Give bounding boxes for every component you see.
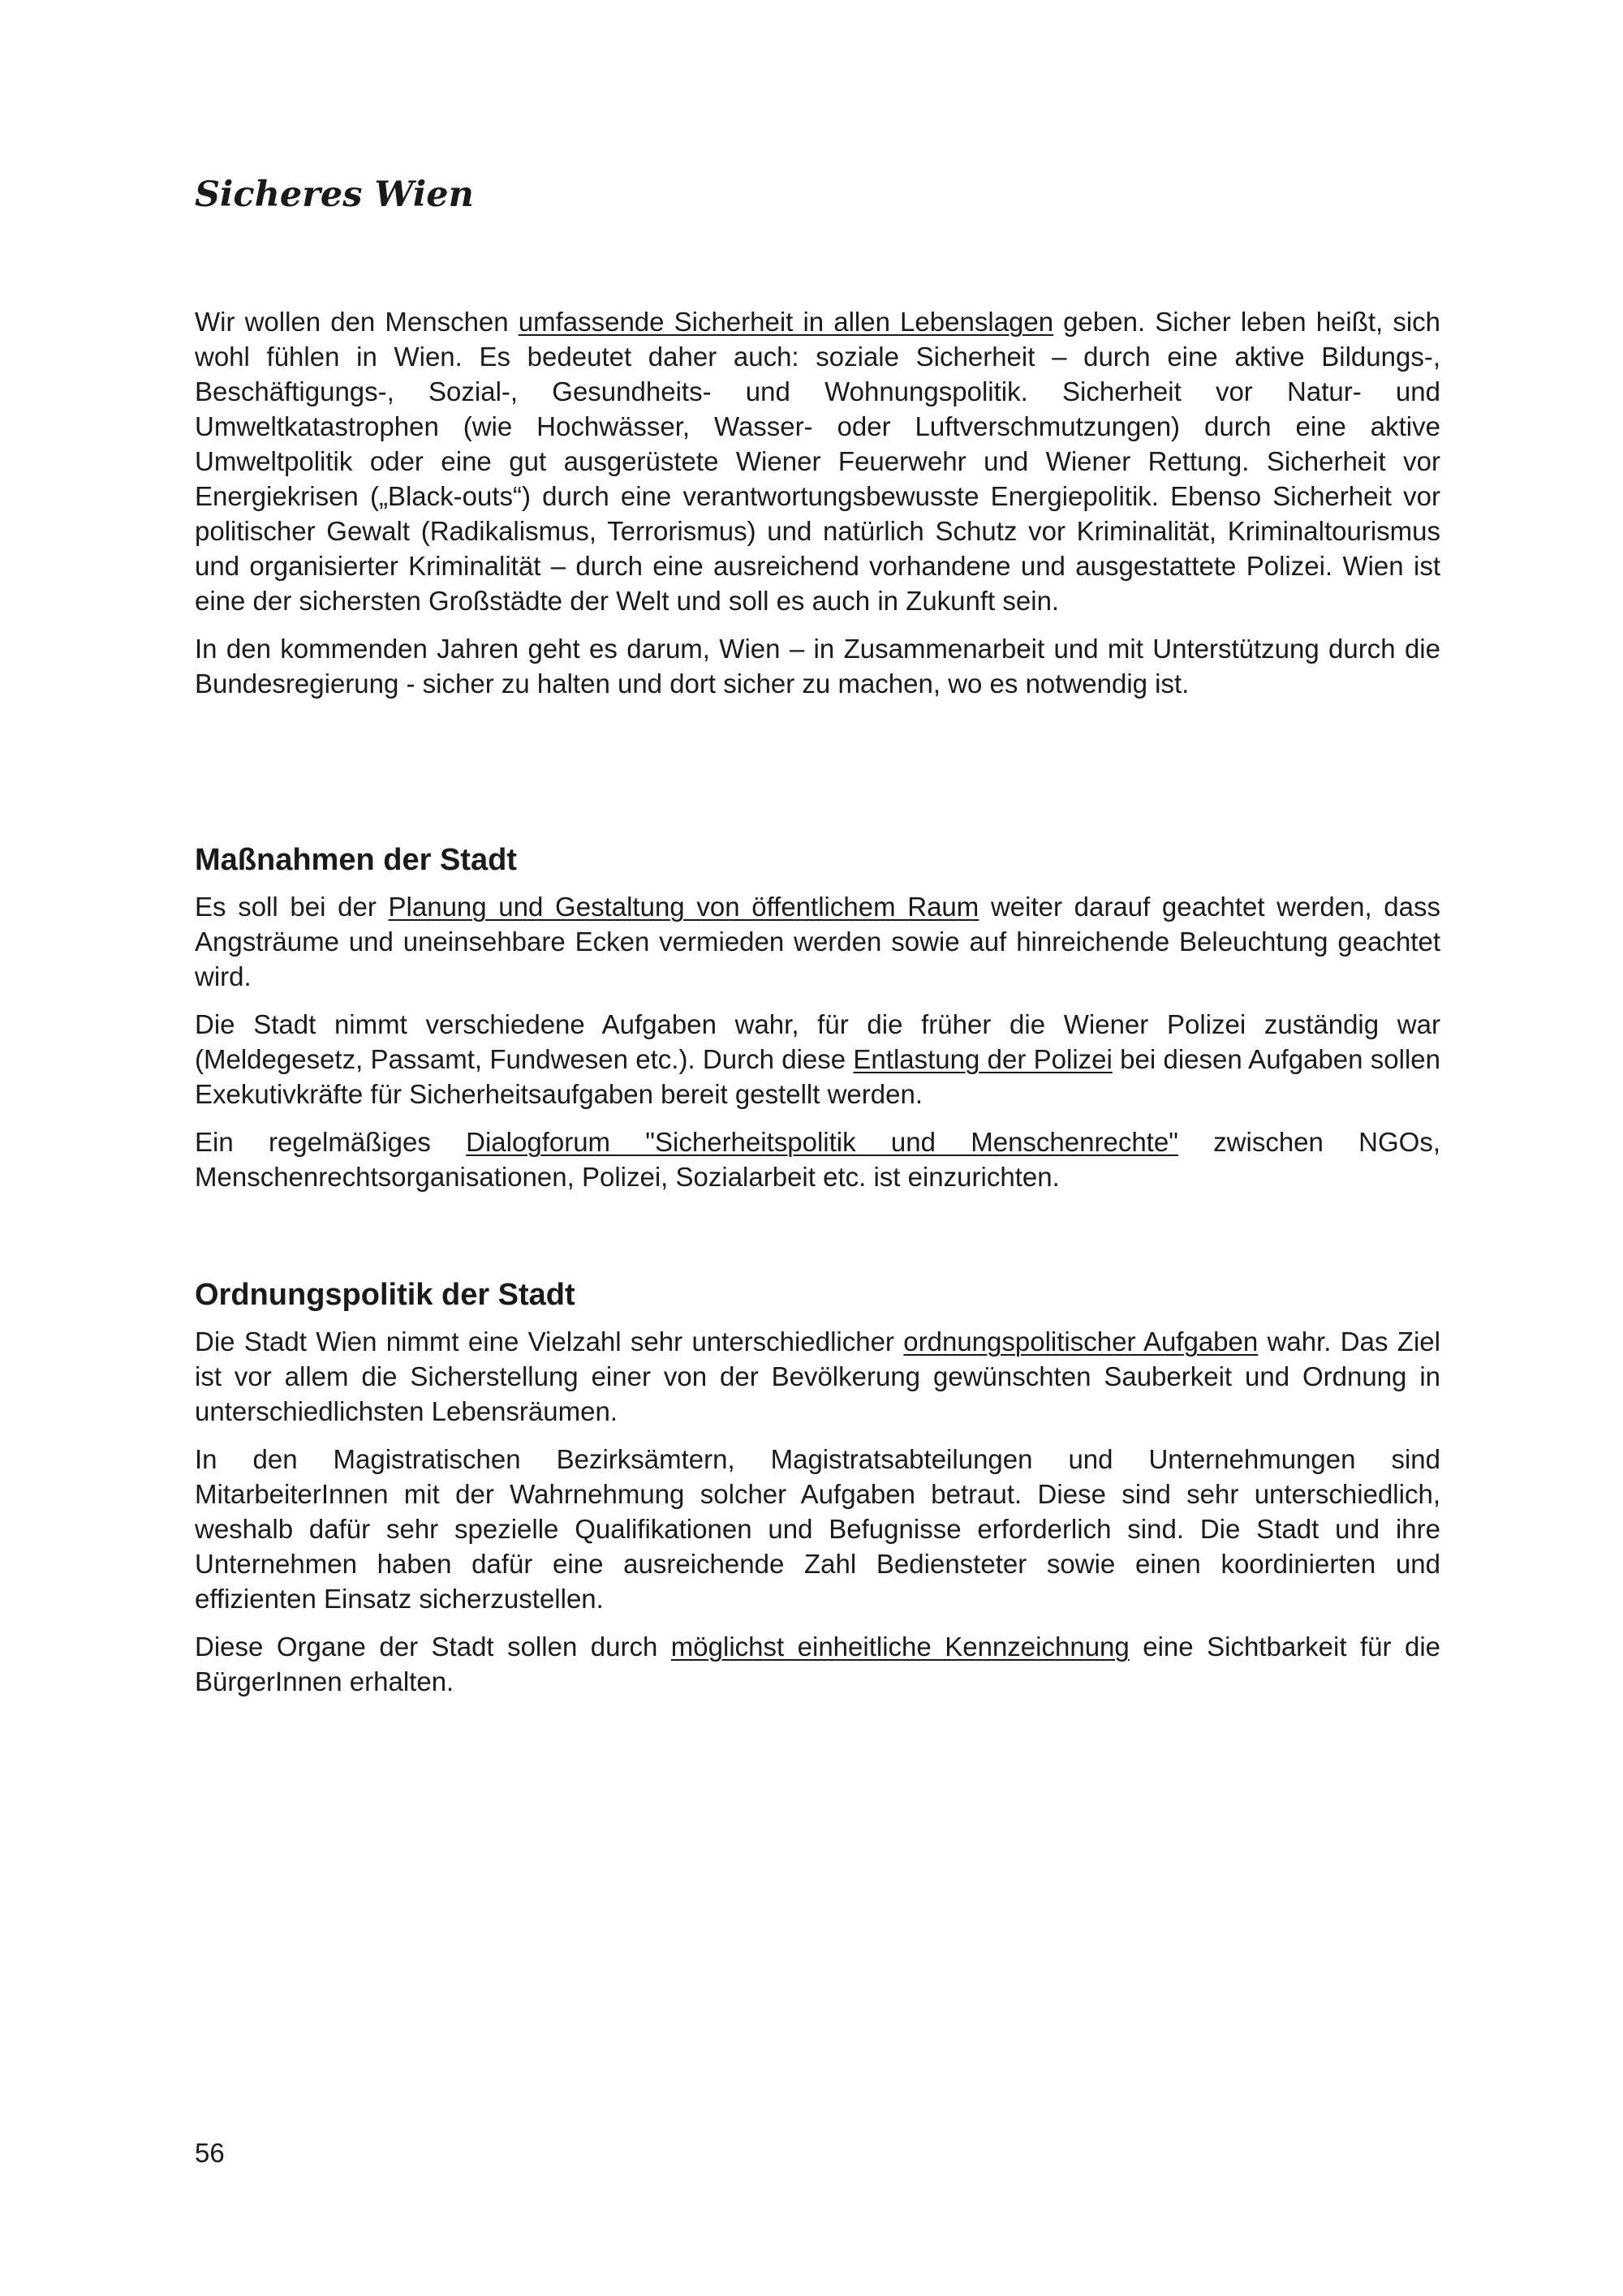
massnahmen-p3-underlined: Dialogforum "Sicherheitspolitik und Menschenrechte" [466, 1127, 1178, 1157]
intro-paragraph-1 [195, 304, 1440, 618]
ordnung-paragraph-1 [195, 1324, 1440, 1429]
page-number: 56 [195, 2138, 225, 2168]
intro-p1-text-a: Wir wollen den Menschen [195, 307, 519, 337]
intro-paragraph-2: In den kommenden Jahren geht es darum, Wien – in Zusammenarbeit und mit Unterstützung durch die Bundesregierung - sicher zu halten und dort sicher zu machen, wo es notwendig ist. [195, 634, 1440, 699]
section-heading-massnahmen: Maßnahmen der Stadt [195, 843, 517, 877]
ordnung-p3-text-b: eine Sichtbarkeit für die BürgerInnen erhalten. [195, 1632, 1440, 1696]
massnahmen-p2-text-b: bei diesen Aufgaben sollen Exekutivkräfte für Sicherheitsaufgaben bereit gestellt werden. [195, 1044, 1440, 1109]
massnahmen-p3-text-a: Ein regelmäßiges [195, 1127, 467, 1157]
massnahmen-paragraph-1 [195, 889, 1440, 994]
ordnung-p1-underlined: ordnungspolitischer Aufgaben [903, 1326, 1259, 1357]
ordnung-p1-text-b: wahr. Das Ziel ist vor allem die Sicherstellung einer von der Bevölkerung gewünschten Sauberkeit und Ordnung in unterschiedlichsten Lebensräumen. [195, 1326, 1440, 1426]
ordnung-p3-text-a: Diese Organe der Stadt sollen durch [195, 1632, 671, 1662]
ordnung-paragraph-2: In den Magistratischen Bezirksämtern, Magistratsabteilungen und Unternehmungen sind MitarbeiterInnen mit der Wahrnehmung solcher Aufgaben betraut. Diese sind sehr unterschiedlich, weshalb dafür sehr spezielle Qualifikationen und Befugnisse erforderlich sind. Die Stadt und ihre Unternehmen haben dafür eine ausreichende Zahl Bediensteter sowie einen koordinierten und effizienten Einsatz sicherzustellen. [195, 1444, 1440, 1614]
ordnung-p3-underlined: möglichst einheitliche Kennzeichnung [670, 1632, 1130, 1662]
massnahmen-p1-underlined: Planung und Gestaltung von öffentlichem Raum [388, 892, 979, 922]
intro-p1-text-b: geben. Sicher leben heißt, sich wohl fühlen in Wien. Es bedeutet daher auch: soziale Sicherheit – durch eine aktive Bildungs-, Beschäftigungs-, Sozial-, Gesundheits- und Wohnungspolitik. Sicherheit vor Natur- und Umweltkatastrophen (wie Hochwässer, Wasser- oder Luftverschmutzungen) durch eine aktive Umweltpolitik oder eine gut ausgerüstete Wiener Feuerwehr und Wiener Rettung. Sicherheit vor Energiekrisen („Black-outs“) durch eine verantwortungsbewusste Energiepolitik. Ebenso Sicherheit vor politischer Gewalt (Radikalismus, Terrorismus) und natürlich Schutz vor Kriminalität, Kriminaltourismus und organisierter Kriminalität – durch eine ausreichend vorhandene und ausgestattete Polizei. Wien ist eine der sichersten Großstädte der Welt und soll es auch in Zukunft sein. [195, 307, 1441, 616]
intro-p1-underlined: umfassende Sicherheit in allen Lebenslagen [518, 307, 1054, 337]
massnahmen-p2-underlined: Entlastung der Polizei [853, 1044, 1113, 1074]
ordnung-p1-text-a: Die Stadt Wien nimmt eine Vielzahl sehr unterschiedlicher [195, 1326, 904, 1357]
ordnung-section [195, 1275, 1440, 1712]
ordnung-paragraph-3 [195, 1629, 1440, 1699]
massnahmen-paragraph-2 [195, 1007, 1440, 1111]
section-heading-ordnung: Ordnungspolitik der Stadt [195, 1278, 575, 1312]
massnahmen-section [195, 841, 1440, 1207]
massnahmen-p2-text-a: Die Stadt nimmt verschiedene Aufgaben wahr, für die früher die Wiener Polizei zuständig war (Meldegesetz, Passamt, Fundwesen etc.). Durch diese [195, 1009, 1440, 1074]
intro-section [195, 304, 1440, 714]
massnahmen-p1-text-a: Es soll bei der [195, 892, 389, 922]
massnahmen-p1-text-b: weiter darauf geachtet werden, dass Angsträume und uneinsehbare Ecken vermieden werden sowie auf hinreichende Beleuchtung geachtet wird. [195, 892, 1441, 991]
massnahmen-paragraph-3 [195, 1124, 1440, 1194]
page-title: Sicheres Wien [195, 174, 474, 215]
massnahmen-p3-text-b: zwischen NGOs, Menschenrechtsorganisationen, Polizei, Sozialarbeit etc. ist einzurichten. [195, 1127, 1440, 1192]
